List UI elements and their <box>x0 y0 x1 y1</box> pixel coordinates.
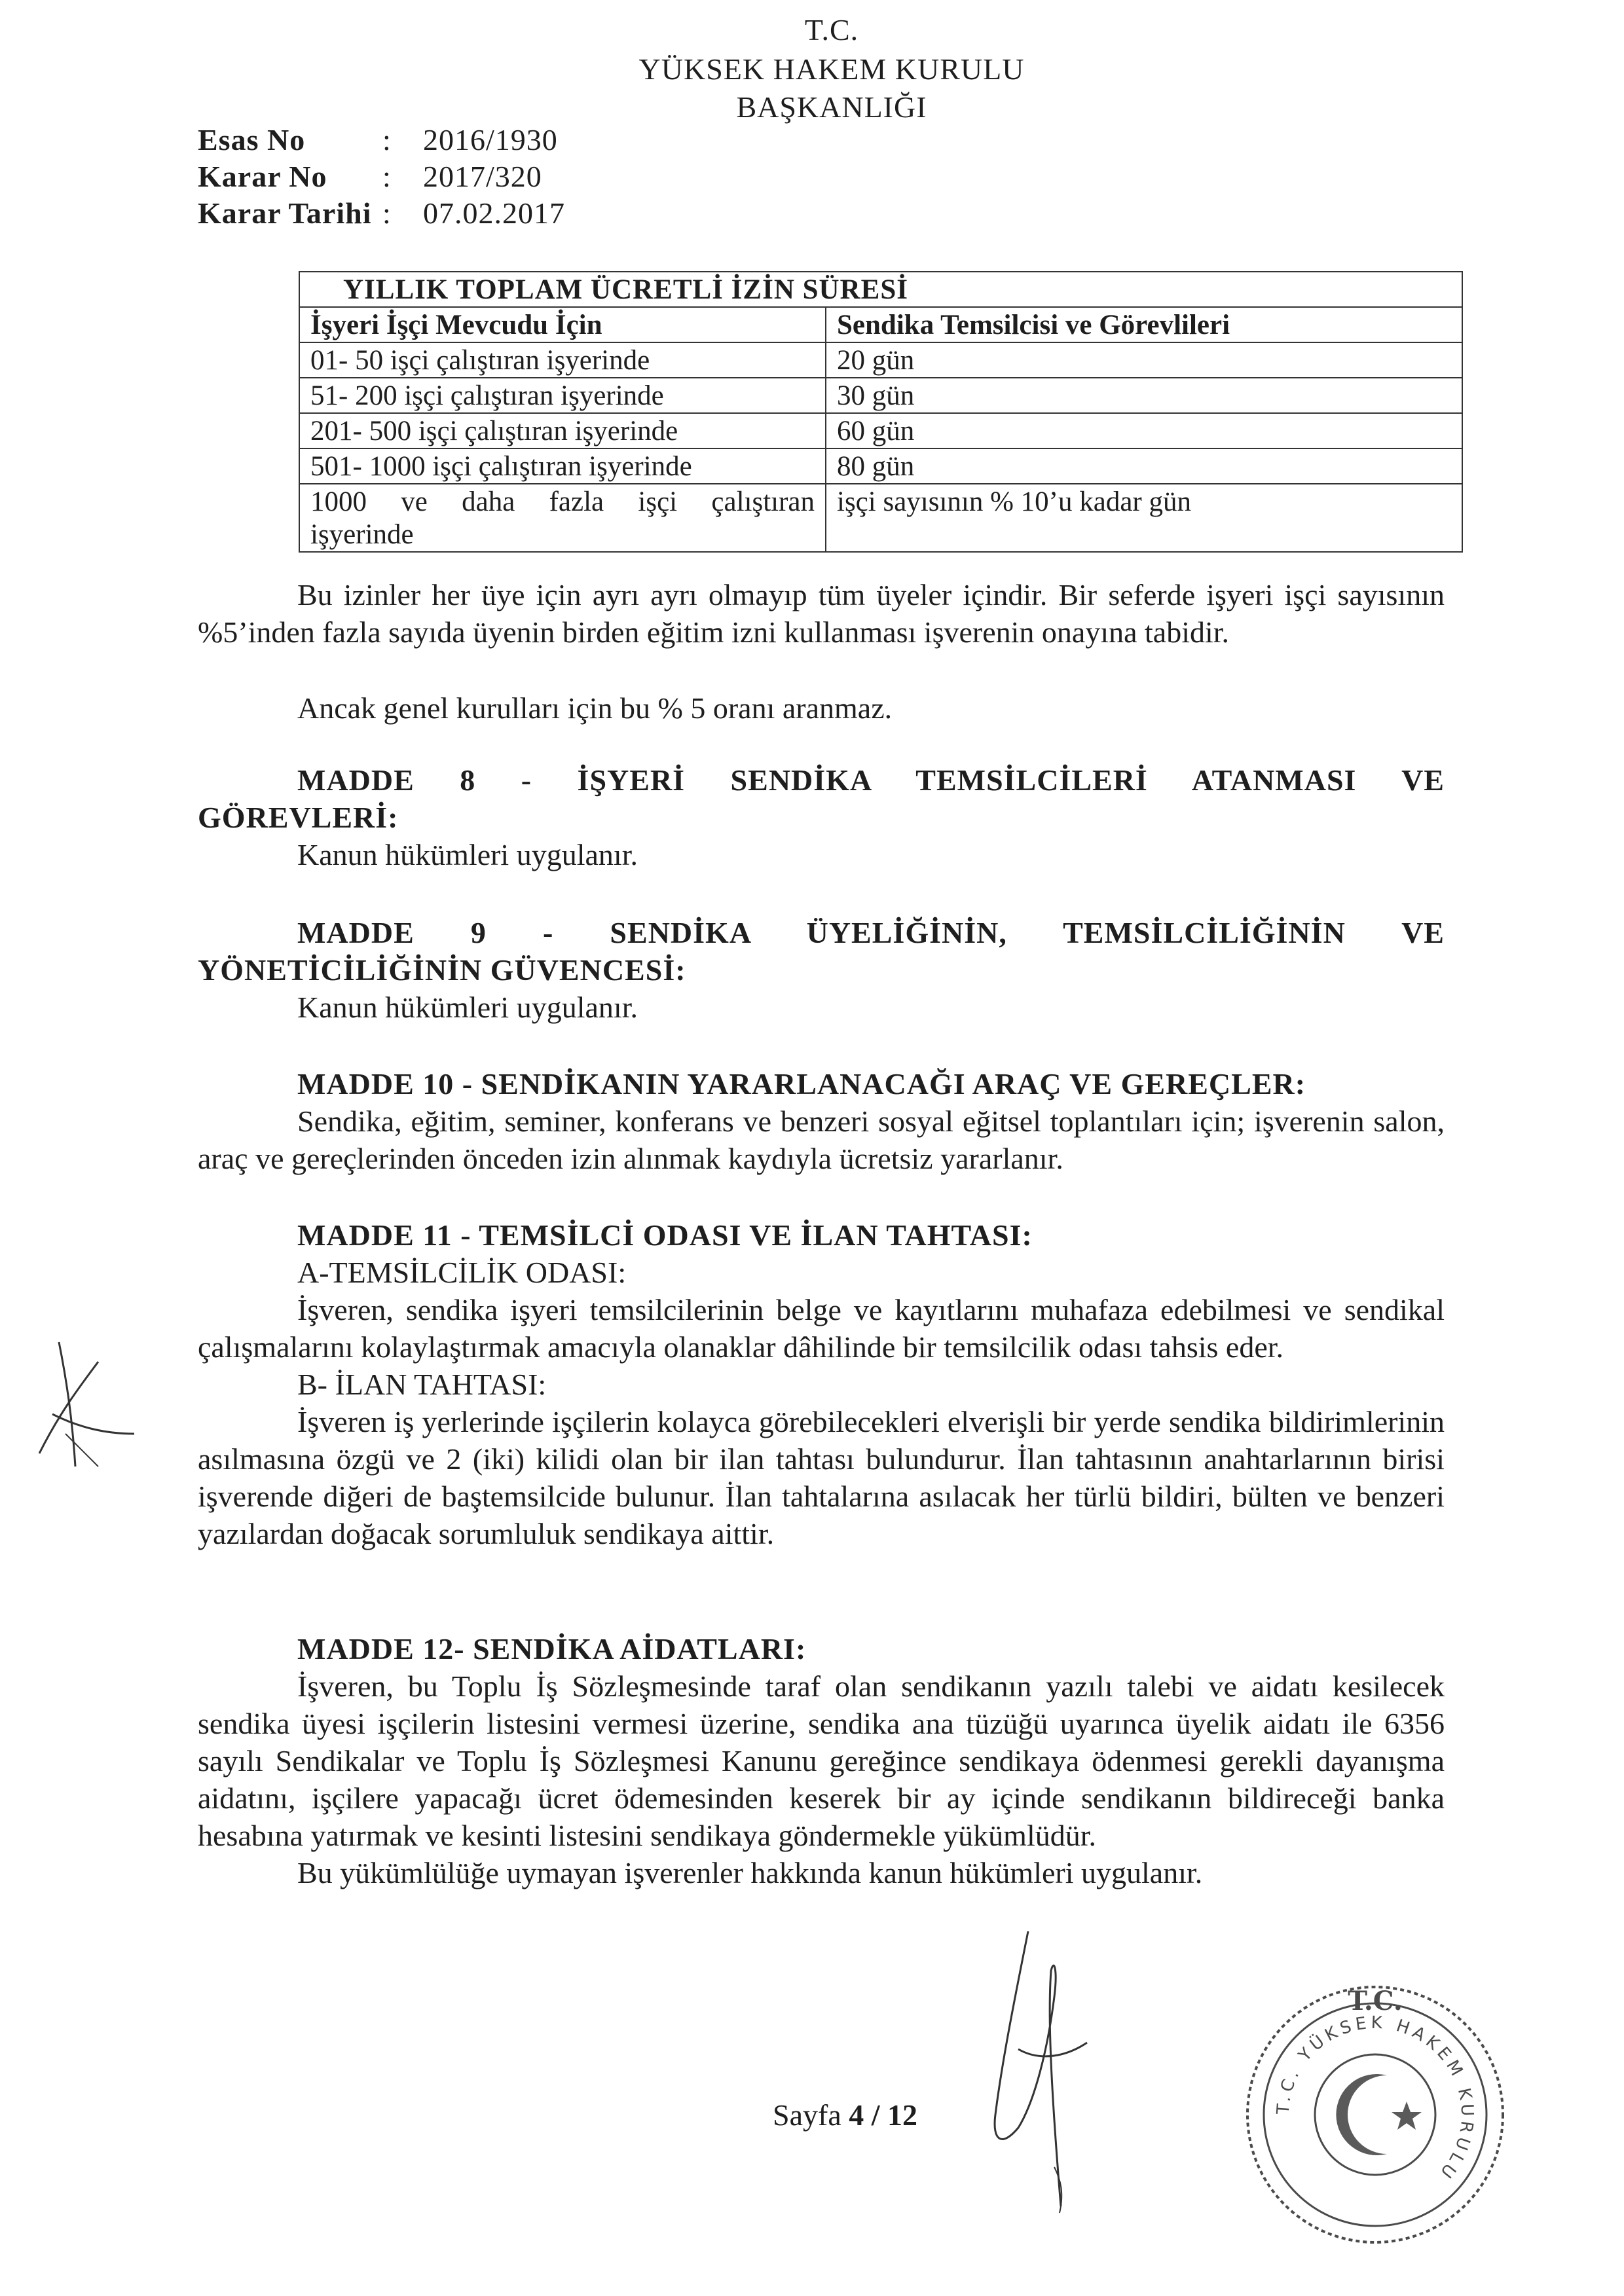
margin-initial-mark <box>13 1336 144 1480</box>
article-9-body: Kanun hükümleri uygulanır. <box>297 991 638 1024</box>
case-date-label: Karar Tarihi <box>198 196 372 230</box>
leave-workplace-line1: 1000 ve daha fazla işçi çalıştıran <box>310 486 815 517</box>
leave-table-col2-header: Sendika Temsilcisi ve Görevlileri <box>826 307 1462 342</box>
leave-days-cell: 20 gün <box>826 342 1462 378</box>
leave-workplace-cell: 501- 1000 işçi çalıştıran işyerinde <box>299 448 826 484</box>
case-karar-row <box>198 158 565 195</box>
leave-workplace-cell: 51- 200 işçi çalıştıran işyerinde <box>299 378 826 413</box>
leave-workplace-cell: 01- 50 işçi çalıştıran işyerinde <box>299 342 826 378</box>
article-11-heading: MADDE 11 - TEMSİLCİ ODASI VE İLAN TAHTASI: <box>297 1218 1033 1252</box>
leave-table-title-row <box>299 272 1462 307</box>
article-8 <box>198 761 1445 873</box>
article-12 <box>198 1630 1445 1891</box>
article-9 <box>198 914 1445 1026</box>
table-row <box>299 484 1462 552</box>
table-row <box>299 413 1462 448</box>
leave-table-title: YILLIK TOPLAM ÜCRETLİ İZİN SÜRESİ <box>299 272 1462 307</box>
case-karar-label: Karar No <box>198 160 327 193</box>
article-12-body-1: İşveren, bu Toplu İş Sözleşmesinde taraf olan sendikanın yazılı talebi ve aidatı kesilecek sendika üyesi işçilerin listesini vermesi üzerine, sendika ana tüzüğü uyarınca üyelik aidatı ile 6356 sayılı Sendikalar ve Toplu İş Sözleşmesi Kanunu gereğince sendikaya ödenmesi gerekli dayanışma aidatını, işçilere yapacağı ücret ödemesinden keserek bir ay içinde sendikanın bildireceği banka hesabına yatırmak ve kesinti listesini sendikaya göndermekle yükümlüdür. <box>198 1669 1445 1852</box>
page-number: 4 / 12 <box>849 2098 918 2132</box>
leave-workplace-line2: işyerinde <box>310 519 414 550</box>
leave-table <box>299 271 1463 553</box>
paragraph-general-assembly: Ancak genel kurulları için bu % 5 oranı aranmaz. <box>297 691 893 725</box>
stamp-ring-text: T.C. YÜKSEK HAKEM KURULU <box>1273 2013 1477 2185</box>
leave-table-col1-header: İşyeri İşçi Mevcudu İçin <box>299 307 826 342</box>
svg-text:T.C. YÜKSEK HAKEM KURULU <box>1274 2013 1477 2185</box>
article-9-heading-line2: YÖNETİCİLİĞİNİN GÜVENCESİ: <box>198 953 686 987</box>
case-date-value: 07.02.2017 <box>423 196 565 230</box>
article-8-heading-line1: MADDE 8 - İŞYERİ SENDİKA TEMSİLCİLERİ ATANMASI VE <box>297 763 1445 797</box>
page-label: Sayfa <box>773 2098 841 2132</box>
table-row <box>299 378 1462 413</box>
article-11-sub-a: A-TEMSİLCİLİK ODASI: <box>297 1256 627 1289</box>
header-presidency: BAŞKANLIĞI <box>736 90 927 124</box>
leave-table-header-row <box>299 307 1462 342</box>
case-date-row <box>198 195 565 232</box>
table-row <box>299 448 1462 484</box>
leave-workplace-cell: 201- 500 işçi çalıştıran işyerinde <box>299 413 826 448</box>
page-footer <box>773 2098 917 2132</box>
leave-workplace-cell <box>299 484 826 552</box>
article-10 <box>198 1065 1445 1177</box>
article-10-body: Sendika, eğitim, seminer, konferans ve benzeri sosyal eğitsel toplantıları için; işverenin salon, araç ve gereçlerinden önceden izin alınmak kaydıyla ücretsiz yararlanır. <box>198 1104 1445 1175</box>
leave-days-cell: 80 gün <box>826 448 1462 484</box>
article-11-body-a: İşveren, sendika işyeri temsilcilerinin belge ve kayıtlarını muhafaza edebilmesi ve sendikal çalışmalarını kolaylaştırmak amacıyla olanaklar dâhilinde bir temsilcilik odası tahsis eder. <box>198 1293 1445 1364</box>
leave-days-cell: 30 gün <box>826 378 1462 413</box>
article-8-heading-line2: GÖREVLERİ: <box>198 801 399 834</box>
article-11 <box>198 1216 1445 1552</box>
paragraph-leave-note: Bu izinler her üye için ayrı ayrı olmayıp tüm üyeler içindir. Bir seferde işyeri işçi sayısının %5’inden fazla sayıda üyenin birden eğitim izni kullanması işverenin onayına tabidir. <box>198 578 1445 649</box>
case-karar-value: 2017/320 <box>423 160 542 193</box>
case-esas-sep: : <box>382 123 391 156</box>
case-esas-value: 2016/1930 <box>423 123 558 156</box>
table-row <box>299 342 1462 378</box>
article-8-body: Kanun hükümleri uygulanır. <box>297 838 638 871</box>
article-12-heading: MADDE 12- SENDİKA AİDATLARI: <box>297 1632 807 1666</box>
leave-days-cell: işçi sayısının % 10’u kadar gün <box>826 484 1462 552</box>
article-12-body-2: Bu yükümlülüğe uymayan işverenler hakkında kanun hükümleri uygulanır. <box>297 1856 1203 1889</box>
article-11-sub-b: B- İLAN TAHTASI: <box>297 1368 547 1401</box>
article-9-heading-line1: MADDE 9 - SENDİKA ÜYELİĞİNİN, TEMSİLCİLİĞİNİN VE <box>297 916 1445 949</box>
header-tc: T.C. <box>804 13 859 46</box>
header-institution: YÜKSEK HAKEM KURULU <box>638 52 1025 86</box>
signature <box>956 1918 1126 2219</box>
case-karar-sep: : <box>382 160 391 193</box>
stamp-center-text: T.C. <box>1348 1986 1403 2016</box>
case-esas-row <box>198 122 565 158</box>
article-11-body-b: İşveren iş yerlerinde işçilerin kolayca görebilecekleri elverişli bir yerde sendika bildirimlerinin asılmasına özgü ve 2 (iki) kilidi olan bir ilan tahtası bulundurur. İlan tahtasının anahtarlarının birisi işverende diğeri de baştemsilcide bulunur. İlan tahtalarına asılacak her türlü bildiri, bülten ve benzeri yazılardan doğacak sorumluluk sendikaya aittir. <box>198 1405 1445 1550</box>
article-10-heading: MADDE 10 - SENDİKANIN YARARLANACAĞI ARAÇ VE GEREÇLER: <box>297 1067 1306 1101</box>
case-esas-label: Esas No <box>198 123 306 156</box>
case-date-sep: : <box>382 196 391 230</box>
leave-days-cell: 60 gün <box>826 413 1462 448</box>
case-info <box>198 122 565 232</box>
official-stamp <box>1231 1971 1519 2259</box>
